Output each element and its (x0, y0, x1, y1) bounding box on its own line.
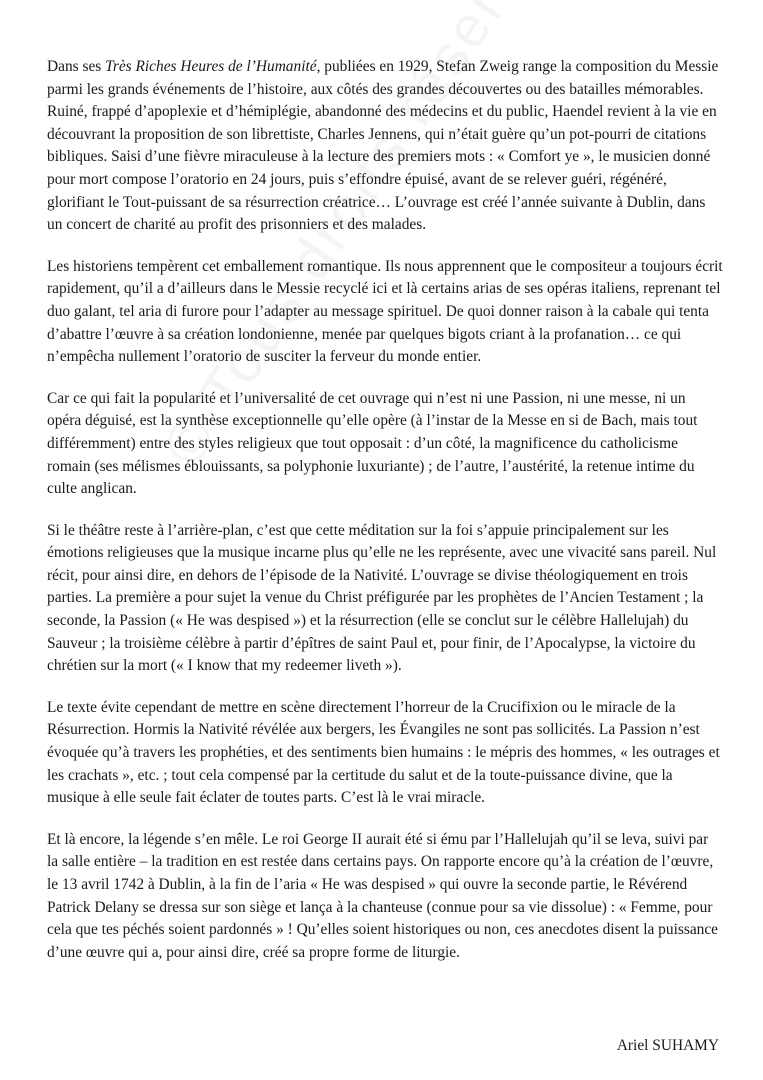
author-signature: Ariel SUHAMY (616, 1037, 719, 1054)
paragraph-theatre: Si le théâtre reste à l’arrière-plan, c’est que cette méditation sur la foi s’appuie principalement sur les émotions religieuses que la musique incarne plus qu’elle ne les représente, avec une vivacité sans pareil. Nul récit, pour ainsi dire, en dehors de l’épisode de la Nativité. L’ouvrage se divise théologiquement en trois parties. La première a pour sujet la venue du Christ préfigurée par les prophètes de l’Ancien Testament ; la seconde, la Passion (« He was despised ») et la résurrection (elle se conclut sur le célèbre Hallelujah) du Sauveur ; la troisième célèbre à partir d’épîtres de saint Paul et, pour finir, de l’Apocalypse, la victoire du chrétien sur la mort (« I know that my redeemer liveth »). (47, 521, 717, 675)
paragraph-text: Le texte évite cependant de mettre en scène directement l’horreur de la Crucifixion ou le miracle de la Résurrection. Hormis la Nativité révélée aux bergers, les Évangiles ne sont pas sollicités. La Passion n’est évoquée qu’à travers les prophéties, et des sentiments bien humains : le mépris des hommes, « les outrages et les crachats », etc. ; tout cela compensé par la certitude du salut et de la toute-puissance divine, que la musique à elle seule fait éclater de toutes parts. C’est là le vrai miracle. (47, 698, 720, 807)
paragraph-zweig-rest: , publiées en 1929, Stefan Zweig range la composition du Messie parmi les grands événements de l’histoire, aux côtés des grandes découvertes ou des batailles mémorables. Ruiné, frappé d’apoplexie et d’hémiplégie, abandonné des médecins et du public, Haendel revient à la vie en découvrant la proposition de son librettiste, Charles Jennens, qui n’était guère qu’un pot-pourri de citations bibliques. Saisi d’une fièvre miraculeuse à la lecture des premiers mots : « Comfort ye », le musicien donné pour mort compose l’oratorio en 24 jours, puis s’effondre épuisé, avant de se relever guéri, régénéré, glorifiant le Tout-puissant de sa résurrection créatrice… L’ouvrage est créé l’année suivante à Dublin, dans un concert de charité au profit des prisonniers et des malades. (47, 58, 719, 234)
paragraph-zweig-intro: Dans ses (47, 58, 106, 75)
paragraph-universality: Car ce qui fait la popularité et l’universalité de cet ouvrage qui n’est ni une Passion, ni une messe, ni un opéra déguisé, est la synthèse exceptionnelle qu’elle opère (à l’instar de la Messe en si de Bach, mais tout différemment) entre des styles religieux que tout opposait : d’un côté, la magnificence du catholicisme romain (ses mélismes éblouissants, sa polyphonie luxuriante) ; de l’autre, l’austérité, la retenue intime du culte anglican. (47, 389, 698, 498)
book-title: Très Riches Heures de l’Humanité (105, 58, 317, 75)
paragraph-historians: Les historiens tempèrent cet emballement romantique. Ils nous apprennent que le compositeur a toujours écrit rapidement, qu’il a d’ailleurs dans le Messie recyclé ici et là certains arias de ses opéras italiens, reprenant tel duo galant, tel aria di furore pour l’adapter au message spirituel. De quoi donner raison à la cabale qui tenta d’abattre l’œuvre à sa création londonienne, menée par quelques bigots criant à la profanation… ce qui n’empêcha nullement l’oratorio de susciter la ferveur du monde entier. (47, 257, 723, 366)
paragraph-legend: Et là encore, la légende s’en mêle. Le roi George II aurait été si ému par l’Hallelujah qu’il se leva, suivi par la salle entière – la tradition en est restée dans certains pays. On rapporte encore qu’à la création de l’œuvre, le 13 avril 1742 à Dublin, à la fin de l’aria « He was despised » qui ouvre la seconde partie, le Révérend Patrick Delany se dressa sur son siège et lança à la chanteuse (connue pour sa vie dissolue) : « Femme, pour cela que tes péchés soient pardonnés » ! Qu’elles soient historiques ou non, ces anecdotes disent la puissance d’une œuvre qui a, pour ainsi dire, créé sa propre forme de liturgie. (47, 830, 719, 961)
article-body (47, 56, 723, 964)
paragraph-zweig (47, 56, 723, 237)
